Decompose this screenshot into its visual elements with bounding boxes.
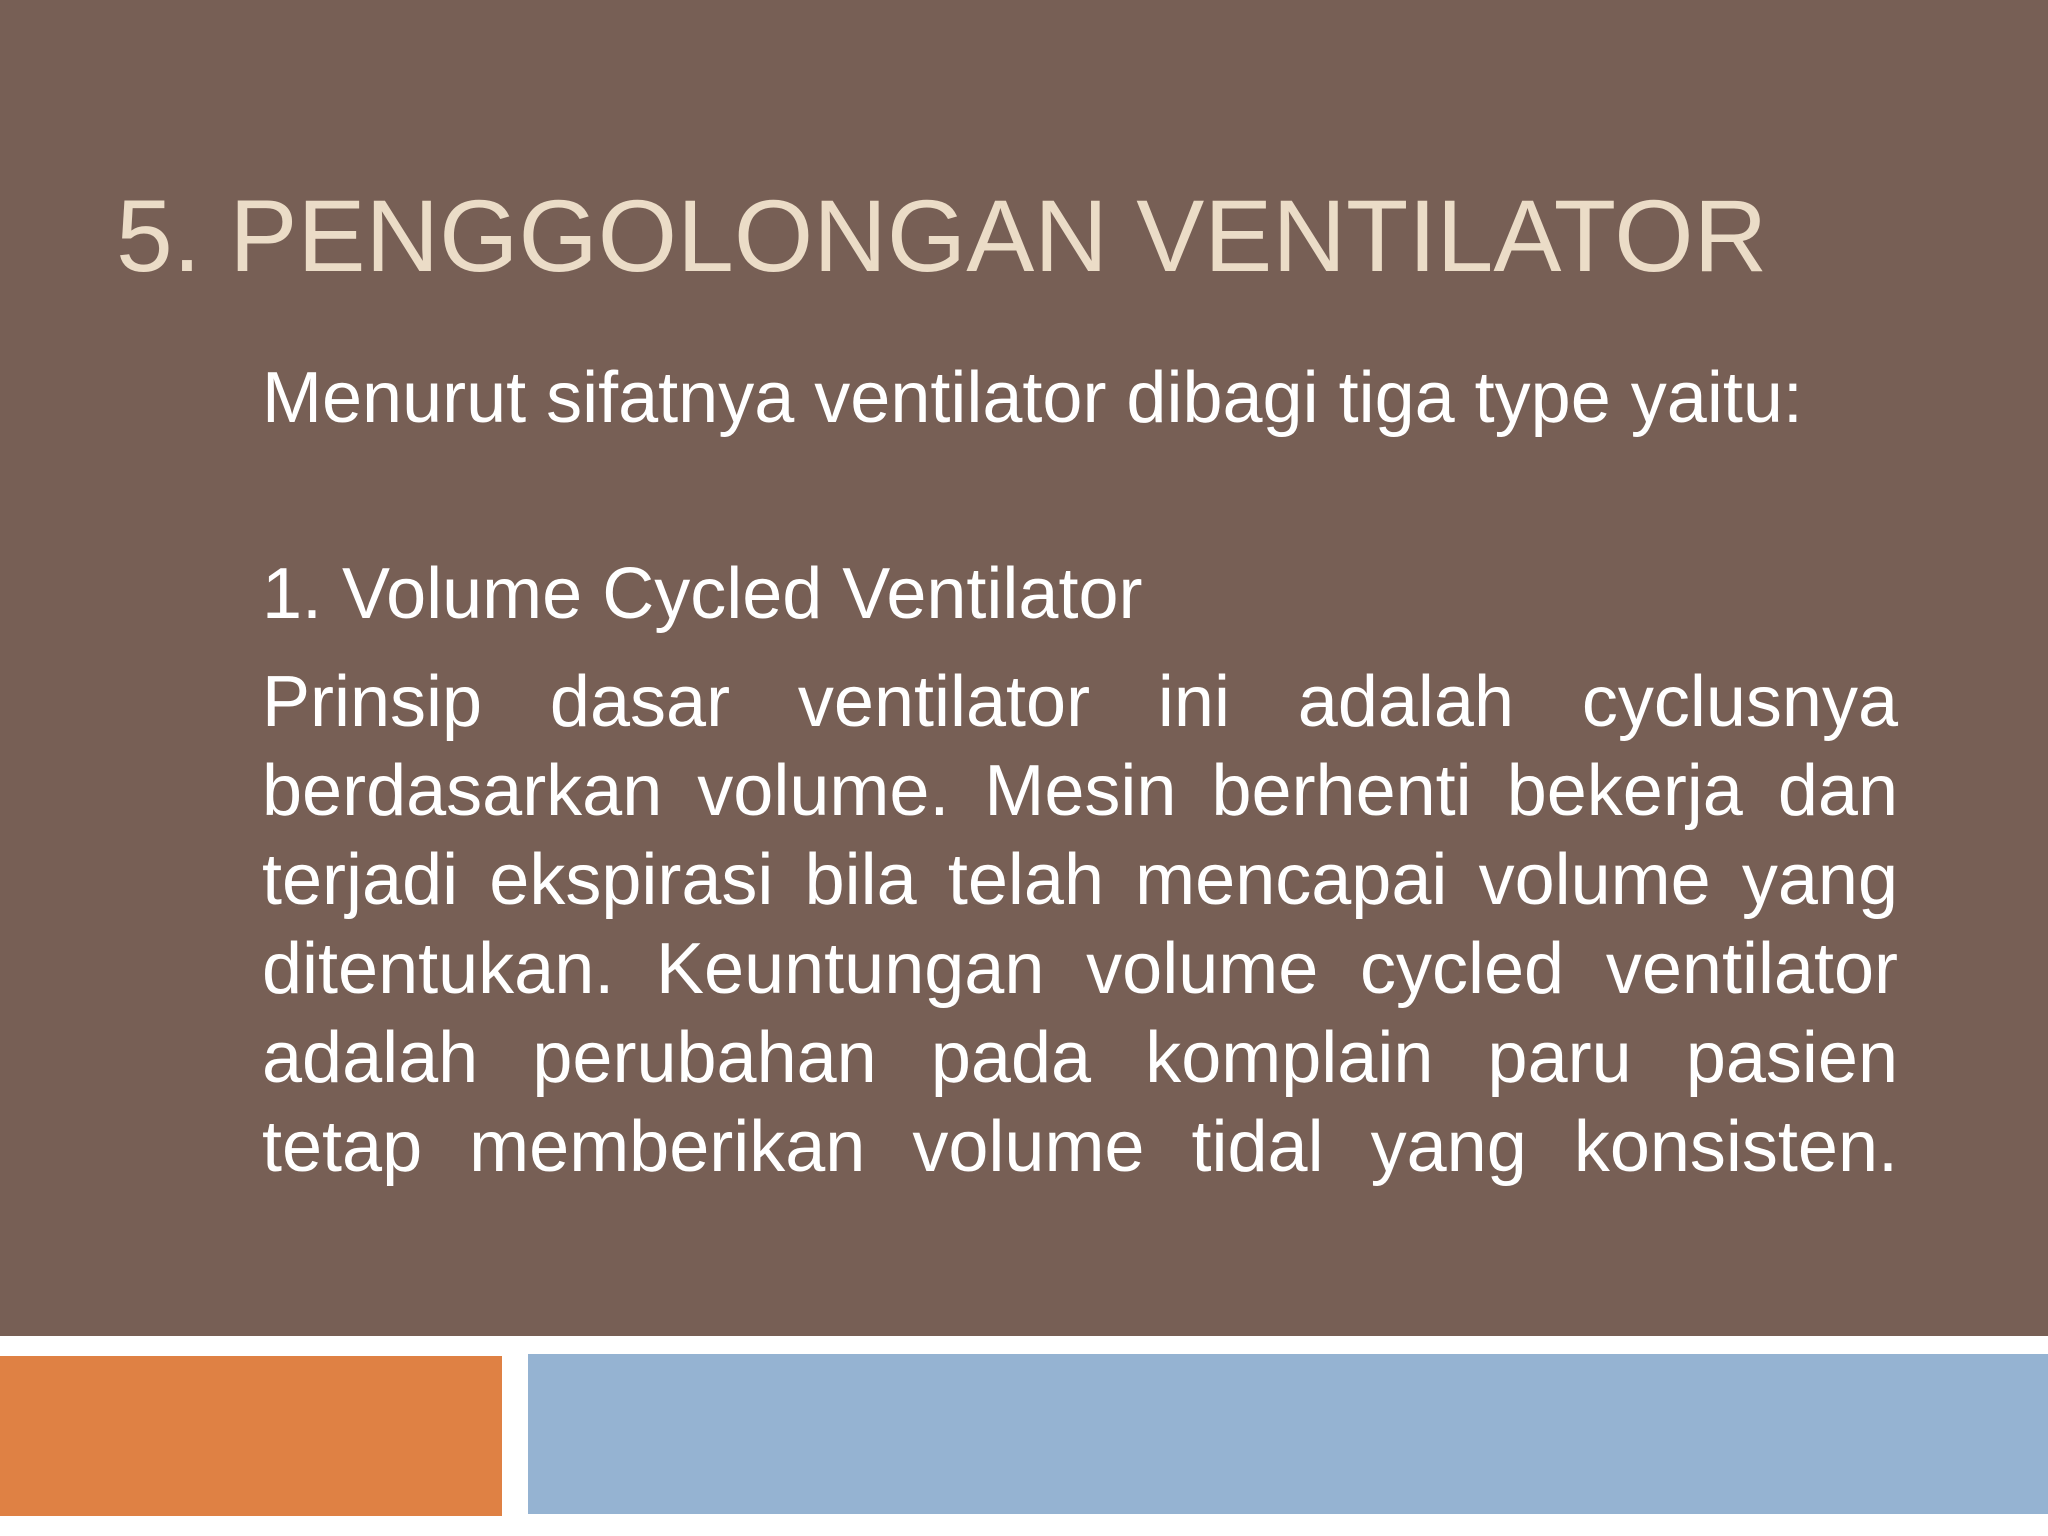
orange-accent-bar — [0, 1356, 502, 1516]
blue-accent-bar — [528, 1354, 2048, 1514]
intro-text: Menurut sifatnya ventilator dibagi tiga type yaitu: — [262, 358, 1803, 438]
slide-title: 5. PENGGOLONGAN VENTILATOR — [116, 179, 1768, 293]
description-paragraph: Prinsip dasar ventilator ini adalah cyclusnya berdasarkan volume. Mesin berhenti bekerja dan terjadi ekspirasi bila telah mencapai volume yang ditentukan. Keuntungan volume cycled ventilator adalah perubahan pada komplain paru pasien tetap memberikan volume tidal yang konsisten. — [262, 662, 1898, 1187]
item-heading: 1. Volume Cycled Ventilator — [262, 554, 1143, 634]
